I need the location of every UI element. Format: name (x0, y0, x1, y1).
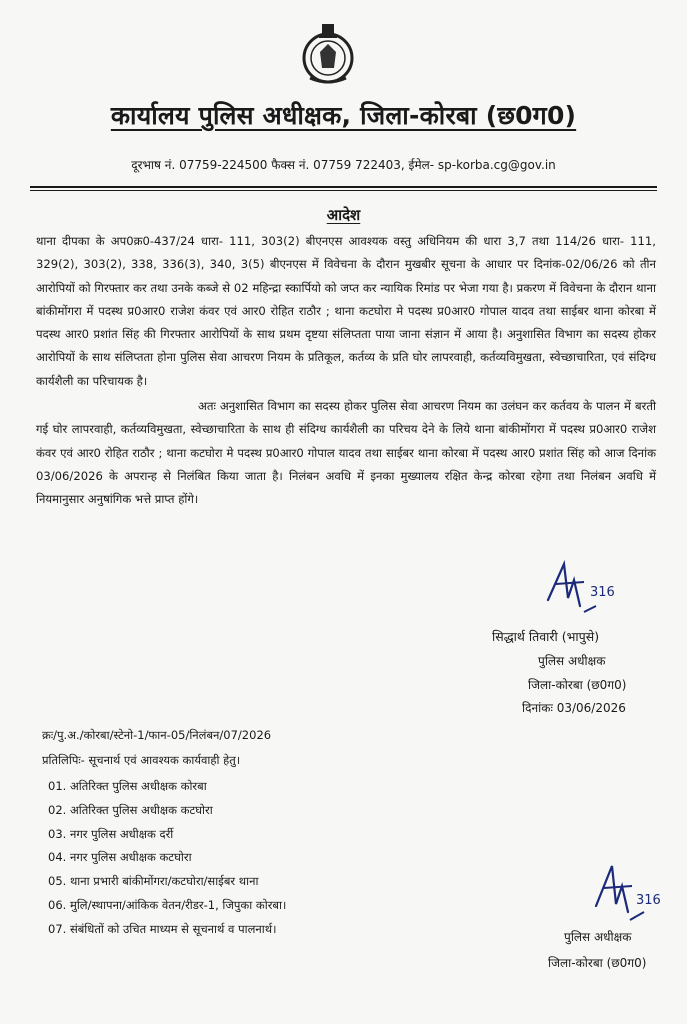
signatory-name: सिद्धार्थ तिवारी (भापुसे) (492, 629, 600, 644)
signature-scribble-icon (590, 860, 670, 930)
order-heading: आदेश (326, 206, 361, 224)
signatory-district: जिला-कोरबा (छ0ग0) (528, 678, 627, 692)
list-item: 07. संबंधितों को उचित माध्यम से सूचनार्थ व पालनार्थ। (48, 921, 277, 936)
header-divider (30, 186, 657, 188)
signature-date: दिनांकः 03/06/2026 (522, 701, 626, 715)
copy-list (48, 775, 286, 942)
signatory-post: पुलिस अधीक्षक (564, 930, 632, 944)
svg-text:316: 316 (590, 585, 615, 600)
order-paragraph-2: अतः अनुशासित विभाग का सदस्य होकर पुलिस सेवा आचरण नियम का उलंघन कर कर्तवय के पालन में बरती गई घोर लापरवाही, कर्तव्यविमुखता, स्वेच्छाचारिता के साथ ही संदिग्ध कार्यशैली का परिचय देने के लिये थाना बांकीमोंगरा में पदस्थ प्र0आर0 राजेश कंवर एवं आर0 रोहित राठौर ; थाना कटघोरा मे पदस्थ प्र0आर0 गोपाल यादव तथा साईबर थाना कोरबा में पदस्थ आर0 प्रशांत सिंह को आज दिनांक 03/06/2026 के अपरान्ह से निलंबित किया जाता है। निलंबन अवधि में इनका मुख्यालय रक्षित केन्द्र कोरबा रहेगा तथा निलंबन अवधि में नियमानुसार अनुषांगिक भत्ते प्राप्त होंगे। (36, 399, 656, 507)
svg-text:316: 316 (636, 893, 661, 908)
police-emblem-icon (298, 20, 358, 90)
order-body (36, 230, 656, 512)
header-divider-thin (30, 190, 657, 191)
signatory-district: जिला-कोरबा (छ0ग0) (548, 956, 647, 970)
contact-line: दूरभाष नं. 07759-224500 फैक्स नं. 07759 722403, ईमेल- sp-korba.cg@gov.in (131, 158, 556, 172)
signature-scribble-icon (540, 560, 620, 620)
reference-number: क्रः/पु.अ./कोरबा/स्टेनो-1/फान-05/निलंबन/07/2026 (42, 728, 272, 742)
list-item: 06. मुलि/स्थापना/आंकिक वेतन/रीडर-1, जिपुका कोरबा। (48, 897, 287, 912)
list-item: 05. थाना प्रभारी बांकीमोंगरा/कटघोरा/साईबर थाना (48, 874, 259, 889)
office-title: कार्यालय पुलिस अधीक्षक, जिला-कोरबा (छ0ग0) (110, 101, 577, 130)
order-paragraph-1: थाना दीपका के अप0क्र0-437/24 धारा- 111, 303(2) बीएनएस आवश्यक वस्तु अधिनियम की धारा 3,7 तथा 114/26 धारा- 111, 329(2), 303(2), 338, 336(3), 340, 3(5) बीएनएस में विवेचना के दौरान मुखबीर सूचना के आधार पर दिनांक-02/06/26 को तीन आरोपियों को गिरफ्तार कर तथा उनके कब्जे से 02 महिन्द्रा स्कार्पियो को जप्त कर न्यायिक रिमांड पर भेजा गया है। प्रकरण में विवेचना के दौरान थाना बांकीमोंगरा में पदस्थ प्र0आर0 राजेश कंवर एवं आर0 रोहित राठौर ; थाना कटघोरा मे पदस्थ प्र0आर0 गोपाल यादव तथा साईबर थाना कोरबा में पदस्थ आर0 प्रशांत सिंह की गिरफ्तार आरोपियों के साथ प्रथम दृष्टया संलिप्तता पाया जाना संज्ञान में आया है। अनुशासित विभाग का सदस्य होकर आरोपियों के साथ संलिप्तता होना पुलिस सेवा आचरण नियम के प्रतिकूल, कर्तव्य के प्रति घोर लापरवाही, कर्तव्यविमुखता, स्वेच्छाचारिता, एवं संदिग्ध कार्यशैली का परिचायक है। (36, 234, 656, 388)
list-item: 04. नगर पुलिस अधीक्षक कटघोरा (48, 850, 192, 865)
list-item: 02. अतिरिक्त पुलिस अधीक्षक कटघोरा (48, 802, 213, 817)
copy-intro: प्रतिलिपिः- सूचनार्थ एवं आवश्यक कार्यवाही हेतु। (42, 753, 241, 767)
signatory-post: पुलिस अधीक्षक (538, 654, 606, 668)
list-item: 03. नगर पुलिस अधीक्षक दर्री (48, 826, 174, 841)
list-item: 01. अतिरिक्त पुलिस अधीक्षक कोरबा (48, 779, 207, 793)
